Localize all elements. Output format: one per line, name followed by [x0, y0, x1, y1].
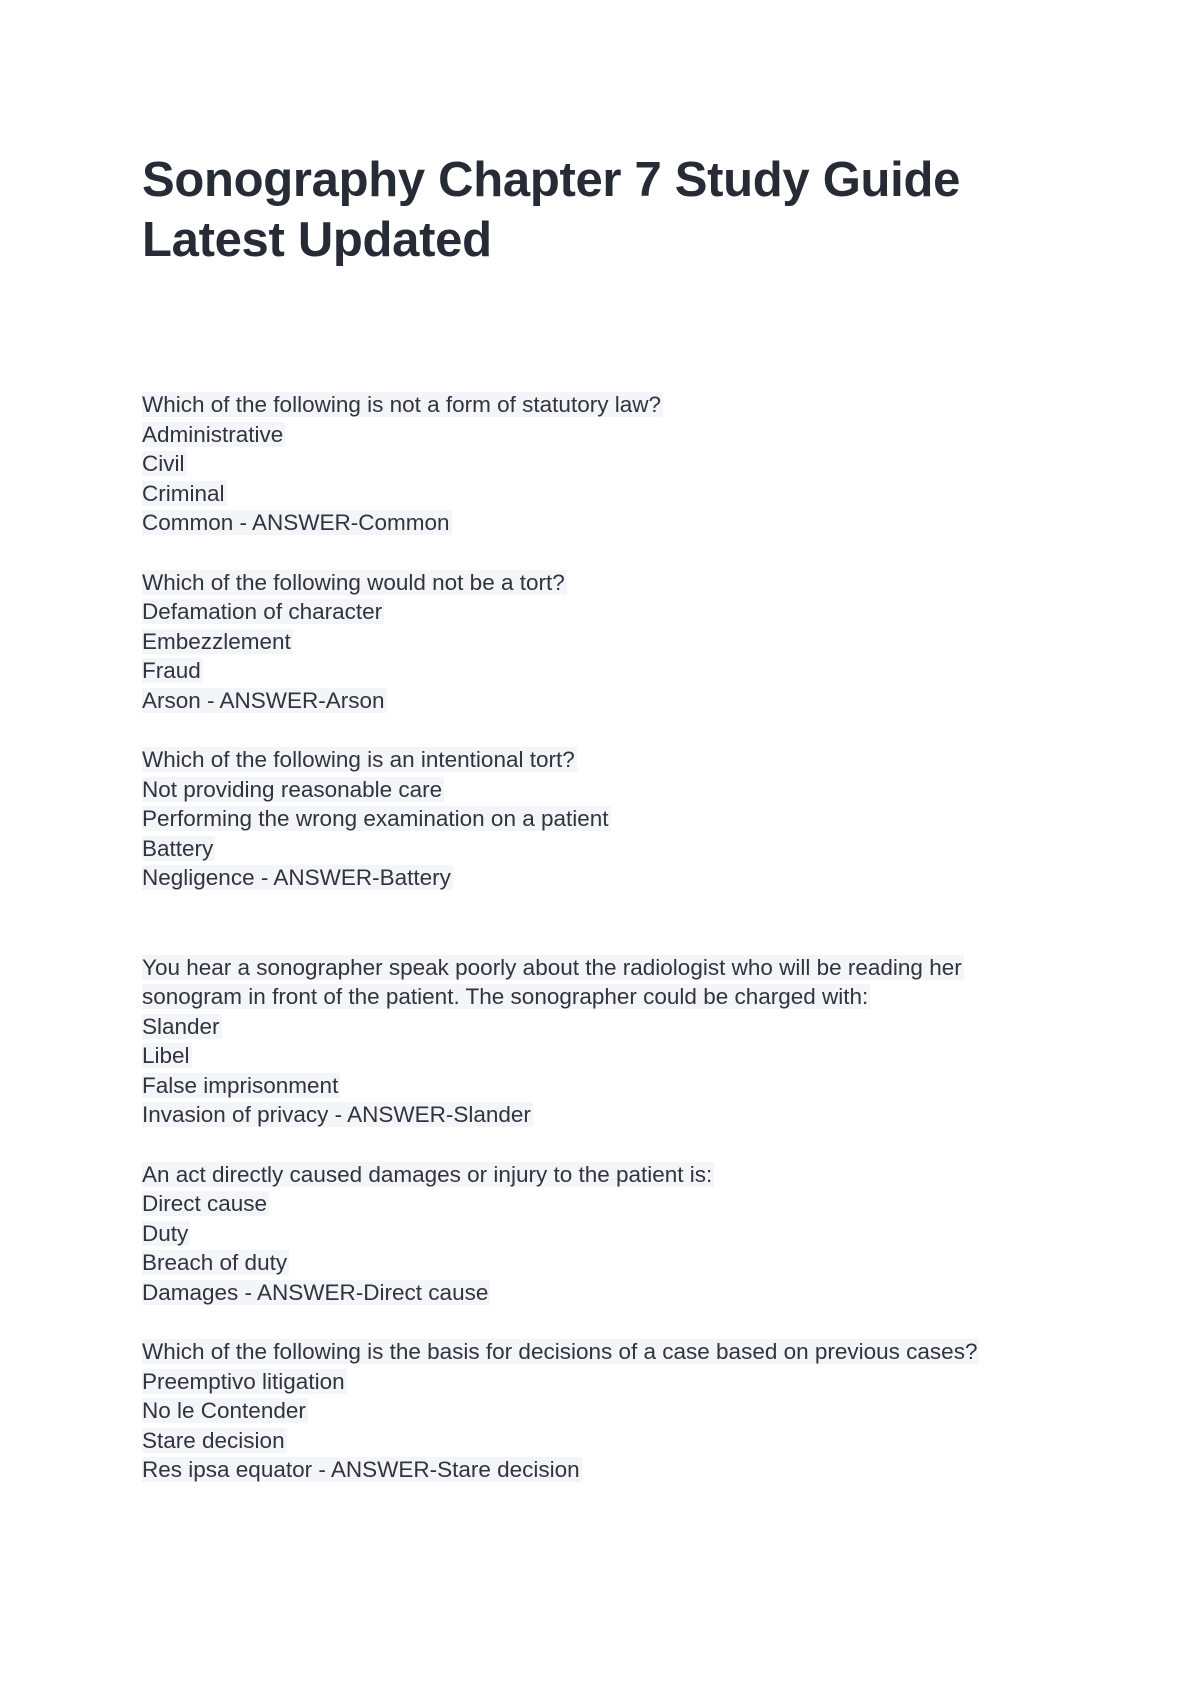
question-block [142, 1337, 1062, 1485]
answer-option: Criminal [142, 480, 225, 506]
answer-option: Breach of duty [142, 1250, 288, 1275]
answer-option: Performing the wrong examination on a patient [142, 806, 609, 831]
answer-option: Duty [142, 1220, 189, 1246]
answer-option: False imprisonment [142, 1072, 339, 1098]
question-block [142, 390, 1062, 538]
question-text: Which of the following would not be a tort? [142, 569, 565, 595]
answer-option: Libel [142, 1043, 190, 1068]
answer-option: Civil [142, 451, 185, 476]
title-line-2: Latest Updated [142, 213, 492, 267]
question-text: An act directly caused damages or injury to the patient is: [142, 1161, 713, 1187]
answer-option: Fraud [142, 658, 201, 683]
question-text: You hear a sonographer speak poorly about the radiologist who will be reading her [142, 954, 962, 980]
answer-line: Common - ANSWER-Common [142, 510, 450, 535]
question-list [142, 390, 1062, 1515]
question-text: Which of the following is the basis for decisions of a case based on previous cases? [142, 1339, 978, 1364]
document-title [142, 150, 1062, 270]
answer-option: Direct cause [142, 1191, 268, 1216]
answer-line: Arson - ANSWER-Arson [142, 687, 385, 713]
answer-option: Slander [142, 1013, 220, 1039]
answer-option: Embezzlement [142, 628, 291, 654]
answer-line: Damages - ANSWER-Direct cause [142, 1279, 489, 1305]
question-text: Which of the following is not a form of statutory law? [142, 392, 661, 417]
question-block [142, 568, 1062, 716]
answer-option: Preemptivo litigation [142, 1368, 345, 1394]
title-line-1: Sonography Chapter 7 Study Guide [142, 153, 961, 207]
answer-option: Battery [142, 835, 214, 861]
answer-line: Negligence - ANSWER-Battery [142, 865, 451, 890]
question-block [142, 1160, 1062, 1308]
question-text: Which of the following is an intentional tort? [142, 747, 575, 772]
answer-option: Defamation of character [142, 599, 383, 624]
answer-option: Administrative [142, 421, 284, 447]
answer-option: Stare decision [142, 1427, 285, 1453]
answer-line: Res ipsa equator - ANSWER-Stare decision [142, 1457, 580, 1482]
answer-line: Invasion of privacy - ANSWER-Slander [142, 1102, 531, 1127]
question-text: sonogram in front of the patient. The sonographer could be charged with: [142, 984, 869, 1009]
document-page [142, 150, 1062, 1482]
answer-option: Not providing reasonable care [142, 776, 443, 802]
answer-option: No le Contender [142, 1398, 306, 1423]
question-block [142, 953, 1062, 1130]
question-block [142, 745, 1062, 893]
